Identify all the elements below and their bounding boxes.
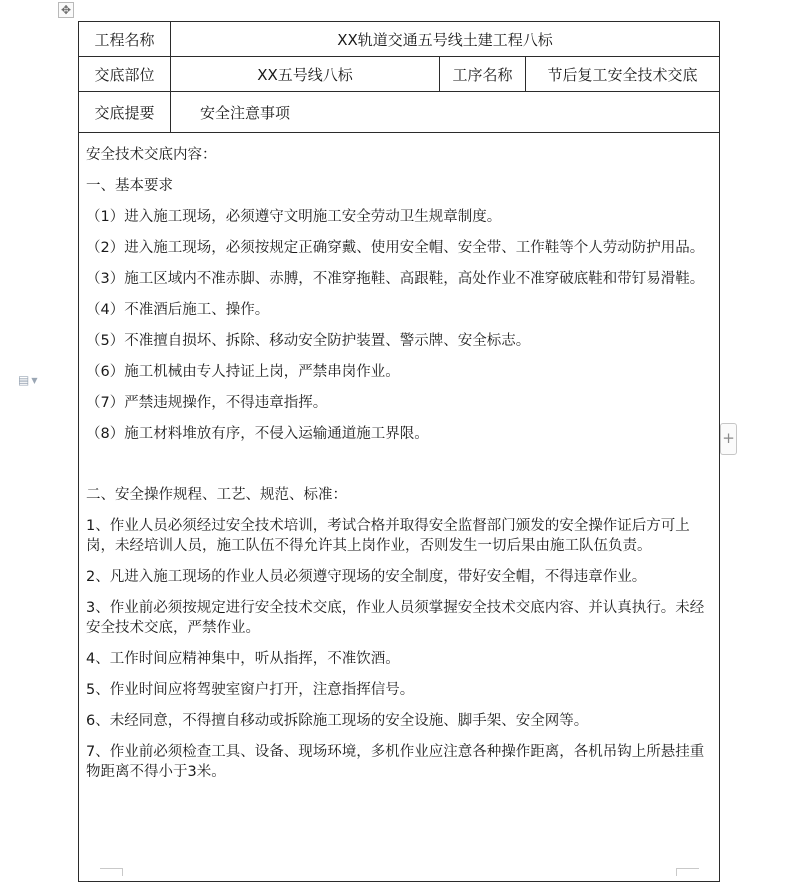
project-name-value[interactable]: XX轨道交通五号线土建工程八标 xyxy=(171,22,720,57)
disclosure-part-label: 交底部位 xyxy=(79,57,171,92)
row-project xyxy=(79,22,720,57)
list-item: （2）进入施工现场，必须按规定正确穿戴、使用安全帽、安全带、工作鞋等个人劳动防护用品。 xyxy=(86,240,705,256)
row-summary xyxy=(79,92,720,133)
content-body[interactable] xyxy=(79,133,722,881)
disclosure-table xyxy=(78,21,720,882)
add-column-plus-icon[interactable]: + xyxy=(720,423,737,455)
list-item: 6、未经同意，不得擅自移动或拆除施工现场的安全设施、脚手架、安全网等。 xyxy=(86,713,589,729)
summary-label: 交底提要 xyxy=(79,92,171,133)
summary-value[interactable]: 安全注意事项 xyxy=(171,92,720,133)
process-name-value[interactable]: 节后复工安全技术交底 xyxy=(526,57,720,92)
table-move-handle-icon[interactable]: ✥ xyxy=(58,2,74,18)
disclosure-part-value[interactable]: XX五号线八标 xyxy=(171,57,440,92)
row-content xyxy=(79,133,720,882)
list-item: （1）进入施工现场，必须遵守文明施工安全劳动卫生规章制度。 xyxy=(86,209,502,225)
list-item: 1、作业人员必须经过安全技术培训，考试合格并取得安全监督部门颁发的安全操作证后方可上岗，未经培训人员，施工队伍不得允许其上岗作业，否则发生一切后果由施工队伍负责。 xyxy=(86,518,690,554)
process-name-label: 工序名称 xyxy=(440,57,526,92)
list-item: 7、作业前必须检查工具、设备、现场环境，多机作业应注意各种操作距离，各机吊钩上所悬挂重物距离不得小于3米。 xyxy=(86,744,705,780)
list-item: 3、作业前必须按规定进行安全技术交底，作业人员须掌握安全技术交底内容、并认真执行。未经安全技术交底，严禁作业。 xyxy=(86,600,705,636)
list-item: 5、作业时间应将驾驶室窗户打开，注意指挥信号。 xyxy=(86,682,415,698)
row-part xyxy=(79,57,720,92)
project-name-label: 工程名称 xyxy=(79,22,171,57)
blank-line xyxy=(86,455,718,485)
chevron-down-icon: ▼ xyxy=(31,375,38,385)
list-item: （3）施工区域内不准赤脚、赤膊，不准穿拖鞋、高跟鞋，高处作业不准穿破底鞋和带钉易滑鞋。 xyxy=(86,271,705,287)
content-cell[interactable] xyxy=(79,133,720,882)
content-intro: 安全技术交底内容： xyxy=(86,147,217,163)
list-item: （8）施工材料堆放有序，不侵入运输通道施工界限。 xyxy=(86,426,429,442)
document-menu-icon[interactable]: ▤ ▼ xyxy=(18,373,38,387)
list-item: （5）不准擅自损坏、拆除、移动安全防护装置、警示牌、安全标志。 xyxy=(86,333,531,349)
list-item: （7）严禁违规操作，不得违章指挥。 xyxy=(86,395,328,411)
list-item: （4）不准酒后施工、操作。 xyxy=(86,302,270,318)
list-item: （6）施工机械由专人持证上岗，严禁串岗作业。 xyxy=(86,364,400,380)
section1-title: 一、基本要求 xyxy=(86,178,173,194)
list-item: 4、工作时间应精神集中，听从指挥，不准饮酒。 xyxy=(86,651,400,667)
list-item: 2、凡进入施工现场的作业人员必须遵守现场的安全制度，带好安全帽，不得违章作业。 xyxy=(86,569,647,585)
section2-title: 二、安全操作规程、工艺、规范、标准： xyxy=(86,487,347,503)
